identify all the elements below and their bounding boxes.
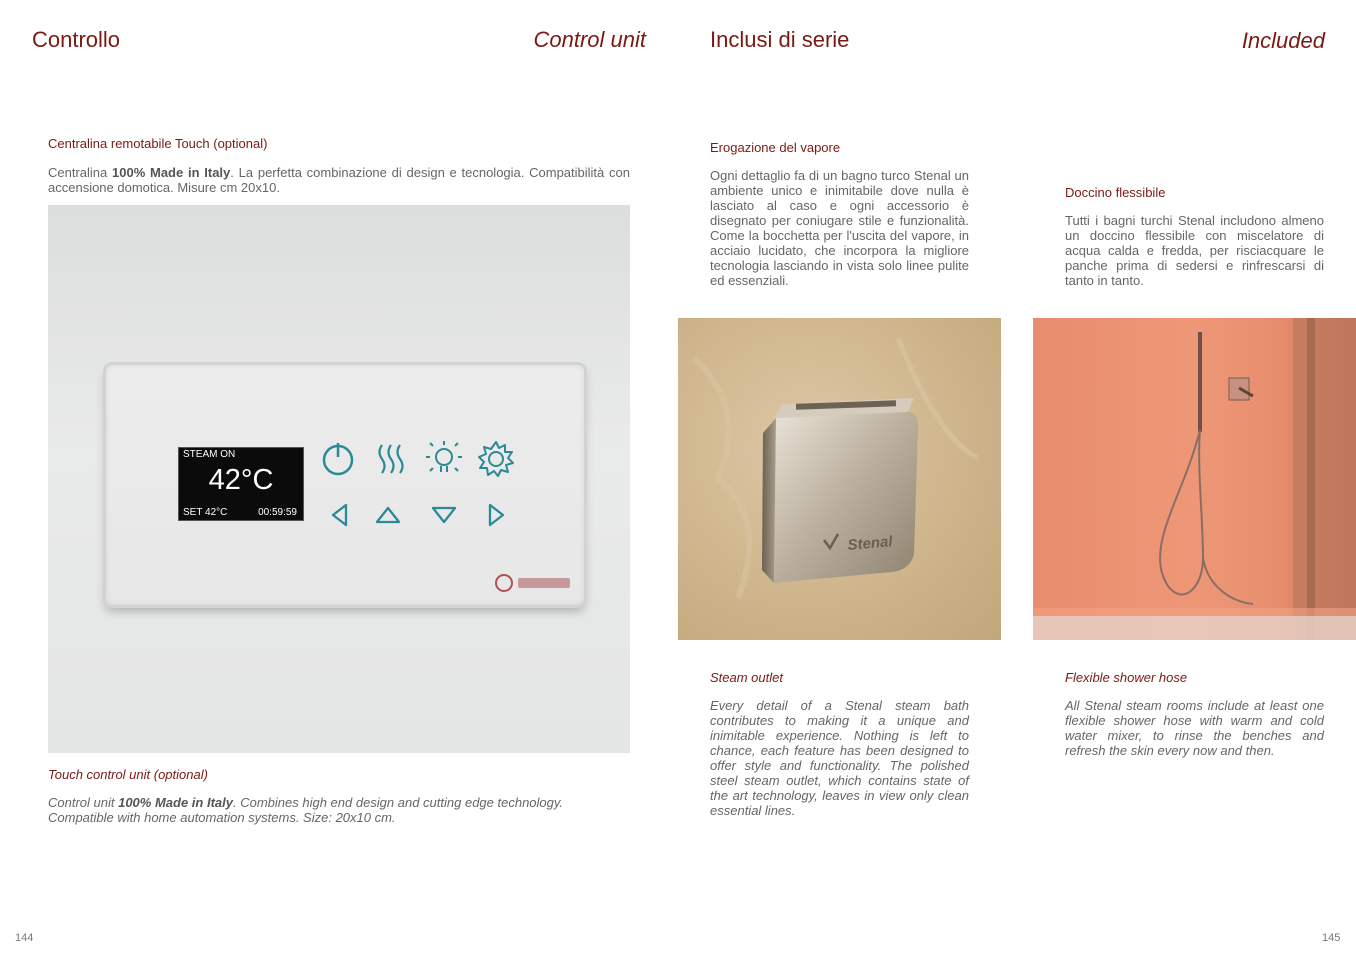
steam-outlet-illustration — [678, 318, 1001, 640]
subtitle-flexible-shower: Flexible shower hose — [1065, 670, 1188, 685]
page-title-inclusi: Inclusi di serie — [710, 27, 850, 52]
page-title-included: Included — [1241, 28, 1325, 53]
shower-hose-photo — [1033, 318, 1356, 640]
subtitle-doccino: Doccino flessibile — [1065, 185, 1166, 200]
page-number-right: 145 — [1322, 932, 1341, 944]
touch-control-panel — [106, 365, 584, 605]
control-unit-photo — [48, 205, 630, 753]
description-english: Control unit 100% Made in Italy. Combines high end design and cutting edge technology. Compatible with home automation systems. Size: 20x10 cm. — [48, 795, 564, 825]
subtitle-centralina: Centralina remotabile Touch (optional) — [48, 136, 268, 151]
left-arrow-icon — [328, 502, 352, 528]
panel-display — [178, 447, 304, 521]
display-temperature: 42°C — [208, 464, 274, 496]
steam-icon — [374, 441, 410, 477]
steam-outlet-photo — [678, 318, 1001, 640]
display-timer: 00:59:59 — [258, 507, 297, 518]
shower-description-english: All Stenal steam rooms include at least one flexible shower hose with warm and cold water mixer, to rinse the benches and refresh the skin every now and then. — [1065, 698, 1324, 758]
brand-logo — [492, 573, 576, 593]
down-arrow-icon — [430, 504, 458, 526]
shower-description-italian: Tutti i bagni turchi Stenal includono almeno un doccino flessibile con miscelatore di acqua calda e fredda, per risciacquare le panche prima di sedersi e rinfrescarsi di tanto in tanto. — [1065, 213, 1324, 288]
page-number-left: 144 — [15, 932, 34, 944]
up-arrow-icon — [374, 504, 402, 526]
page-title-controllo: Controllo — [32, 27, 121, 52]
subtitle-touch-control: Touch control unit (optional) — [48, 767, 208, 782]
steam-outlet-brand: Stenal — [846, 533, 894, 554]
subtitle-erogazione: Erogazione del vapore — [710, 140, 841, 155]
subtitle-steam-outlet: Steam outlet — [710, 670, 783, 685]
description-italian: Centralina 100% Made in Italy. La perfetta combinazione di design e tecnologia. Compatibilità con accensione domotica. Misure cm 20x10. — [48, 165, 630, 195]
steam-description-italian: Ogni dettaglio fa di un bagno turco Stenal un ambiente unico e inimitabile dove nulla è lasciato al caso e ogni accessorio è disegnato per coniugare stile e funzionalità. Come la bocchetta per l'uscita del vapore, in acciaio lucidato, che incorpora la migliore tecnologia lasciando in vista solo linee pulite ed essenziali. — [710, 168, 969, 288]
display-status: STEAM ON — [183, 449, 236, 460]
page-title-control-unit: Control unit — [533, 27, 646, 52]
steam-description-english: Every detail of a Stenal steam bath contributes to making it a unique and inimitable experience. Nothing is left to chance, each feature has been designed to offer style and functionality. The polished steel steam outlet, which contains state of the art technology, leaves in view only clean essential lines. — [710, 698, 969, 818]
right-arrow-icon — [484, 502, 508, 528]
display-set-point: SET 42°C — [183, 507, 228, 518]
light-icon — [424, 439, 464, 479]
power-icon — [320, 441, 356, 477]
settings-icon — [476, 439, 516, 479]
shower-hose-illustration — [1033, 318, 1356, 640]
